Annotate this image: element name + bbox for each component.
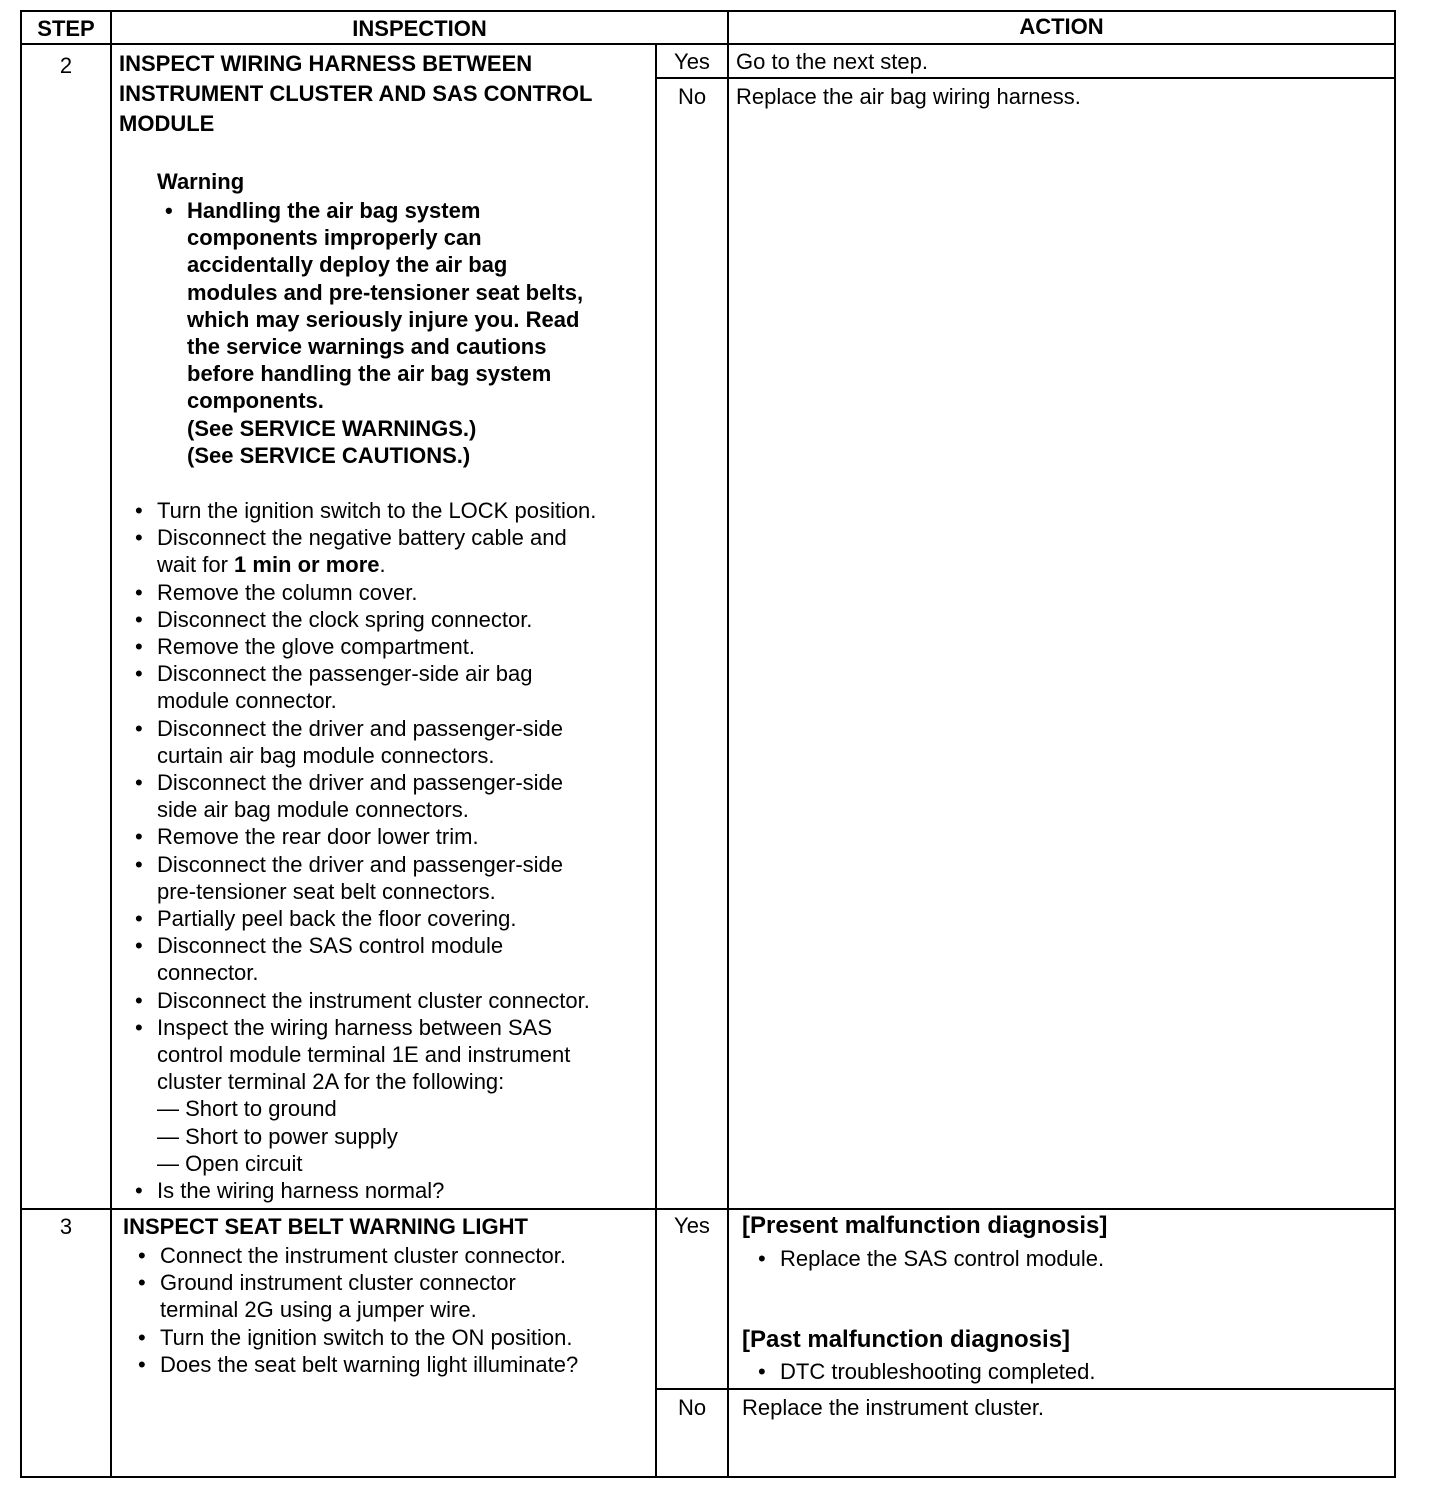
col-divider-step [110,12,112,1476]
past-malfunction-list [750,1358,1096,1385]
inspection-step-cont: cluster terminal 2A for the following: [157,1069,505,1095]
inspection-title-line: INSPECT WIRING HARNESS BETWEEN [119,51,533,76]
inspection-steps [127,497,596,1204]
inspection-step-text: wait for [157,552,235,578]
warning-text: which may seriously injure you. Read [187,306,580,332]
inspection-step: • Disconnect the negative battery cable and [127,524,596,551]
diagnostic-table [20,10,1396,1478]
inspection-step: • Ground instrument cluster connector [130,1269,578,1296]
col-divider-action [727,12,729,1476]
present-malfunction-list [750,1245,1104,1272]
no-action: Replace the instrument cluster. [742,1395,1045,1420]
warning-text: • Handling the air bag system [157,197,583,224]
header-step: STEP [37,16,95,41]
warning-box [157,197,583,469]
inspection-step-cont: terminal 2G using a jumper wire. [160,1297,477,1323]
inspection-steps [130,1242,578,1378]
yes-label: Yes [674,1213,710,1238]
inspection-step-cont: — Open circuit [157,1150,303,1176]
yes-action: Go to the next step. [736,49,929,74]
no-action: Replace the air bag wiring harness. [736,84,1081,109]
inspection-step: • Disconnect the driver and passenger-side [127,769,596,796]
past-malfunction-heading: [Past malfunction diagnosis] [742,1326,1071,1353]
warning-text: (See SERVICE CAUTIONS.) [187,442,471,468]
action-item: • Replace the SAS control module. [750,1245,1104,1272]
inspection-step-cont: control module terminal 1E and instrument [157,1042,571,1068]
inspection-step: • Disconnect the instrument cluster connector. [127,987,596,1014]
inspection-step-cont: module connector. [157,688,337,714]
inspection-step-emphasis: 1 min or more [234,552,380,578]
inspection-title-line: MODULE [119,111,215,136]
inspection-step: • Inspect the wiring harness between SAS [127,1014,596,1041]
action-item: • DTC troubleshooting completed. [750,1358,1096,1385]
inspection-step: • Partially peel back the floor covering. [127,905,596,932]
inspection-step: • Disconnect the clock spring connector. [127,606,596,633]
inspection-title-line: INSTRUMENT CLUSTER AND SAS CONTROL [119,81,593,106]
header-inspection: INSPECTION [352,16,487,41]
row-divider [22,1208,1394,1210]
step-number: 3 [59,1214,73,1239]
inspection-step-cont: pre-tensioner seat belt connectors. [157,878,496,904]
warning-text: modules and pre-tensioner seat belts, [187,279,584,305]
inspection-step: • Remove the column cover. [127,579,596,606]
no-label: No [677,84,707,109]
warning-text: components improperly can [187,225,482,251]
row2-yes-divider [655,77,1394,79]
step-number: 2 [59,53,73,78]
inspection-step: • Disconnect the SAS control module [127,932,596,959]
inspection-step-cont: curtain air bag module connectors. [157,742,495,768]
inspection-step: • Does the seat belt warning light illuminate? [130,1351,578,1378]
inspection-step: • Remove the glove compartment. [127,633,596,660]
inspection-step: • Remove the rear door lower trim. [127,823,596,850]
present-malfunction-heading: [Present malfunction diagnosis] [742,1212,1108,1239]
no-label: No [677,1395,707,1420]
inspection-step: • Disconnect the driver and passenger-side [127,715,596,742]
warning-text: components. [187,388,324,414]
warning-text: accidentally deploy the air bag [187,252,508,278]
inspection-step: • Turn the ignition switch to the ON position. [130,1324,578,1351]
inspection-step: • Disconnect the passenger-side air bag [127,660,596,687]
inspection-step: • Turn the ignition switch to the LOCK position. [127,497,596,524]
header-action: ACTION [1019,14,1104,39]
inspection-step-cont: connector. [157,960,259,986]
inspection-step: • Connect the instrument cluster connector. [130,1242,578,1269]
header-divider [22,43,1394,45]
warning-heading: Warning [157,169,245,194]
inspection-step-text: . [379,552,386,578]
inspection-step-cont: — Short to power supply [157,1123,398,1149]
row3-yes-divider [655,1388,1394,1390]
warning-text: the service warnings and cautions [187,334,547,360]
inspection-title: INSPECT SEAT BELT WARNING LIGHT [123,1214,528,1239]
inspection-step: • Disconnect the driver and passenger-side [127,851,596,878]
warning-text: before handling the air bag system [187,361,552,387]
warning-text: (See SERVICE WARNINGS.) [187,415,477,441]
yes-label: Yes [674,49,710,74]
inspection-step-cont: side air bag module connectors. [157,797,469,823]
inspection-step-cont [127,551,596,578]
col-divider-yesno-left [655,44,657,1476]
inspection-step-cont: — Short to ground [157,1096,337,1122]
inspection-step: • Is the wiring harness normal? [127,1177,596,1204]
